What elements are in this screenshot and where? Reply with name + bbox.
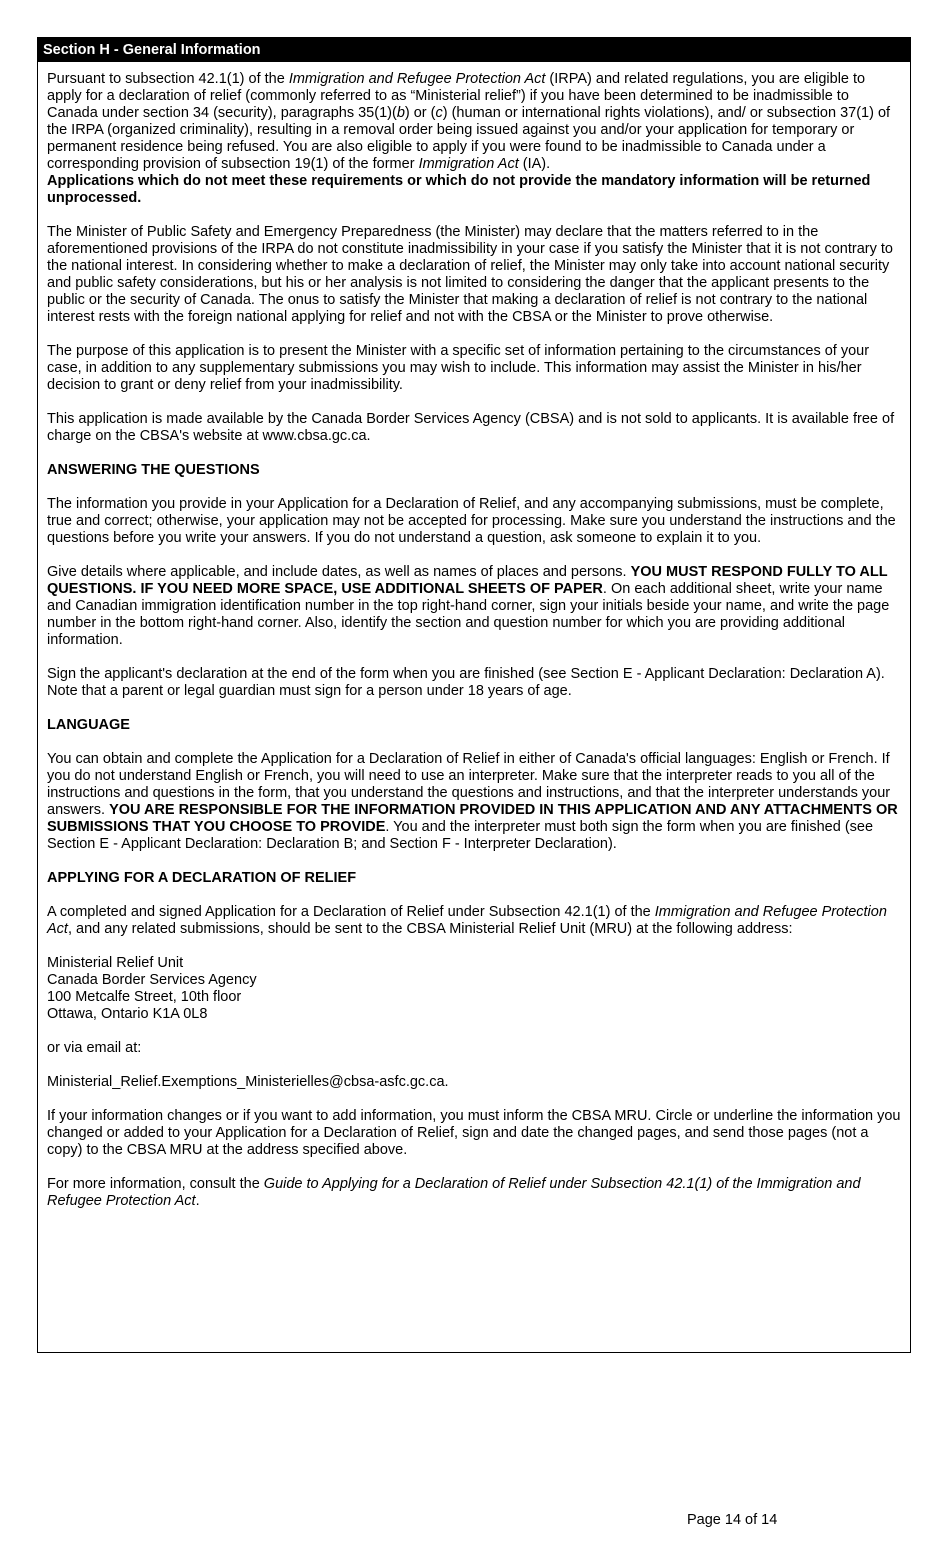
section-title: Section H - General Information xyxy=(38,38,910,62)
email-intro: or via email at: xyxy=(47,1040,142,1056)
address-line: 100 Metcalfe Street, 10th floor xyxy=(47,989,242,1005)
address-line: Ottawa, Ontario K1A 0L8 xyxy=(47,1006,208,1022)
language-heading: LANGUAGE xyxy=(47,717,130,733)
intro-paragraph-1: Pursuant to subsection 42.1(1) of the Immigration and Refugee Protection Act (IRPA) and related regulations, you are eligible to apply for a declaration of relief (commonly referred to as “Ministerial relief”) if you have been determined to be inadmissible to Canada under section 34 (security), paragraphs 35(1)(b) or (c) (human or international rights violations), and/ or subsection 37(1) of the IRPA (organized criminality), resulting in a removal order being issued against you and/or your application for temporary or permanent residence being refused. You are also eligible to apply if you were found to be inadmissible to Canada under a corresponding provision of subsection 19(1) of the former Immigration Act (IA). Applications which do not meet these requirements or which do not provide the mandatory information will be returned unprocessed. xyxy=(47,71,891,206)
answering-paragraph-1: The information you provide in your Application for a Declaration of Relief, and any accompanying submissions, must be complete, true and correct; otherwise, your application may not be accepted for processing. Make sure you understand the instructions and the questions before you write your answers. If you do not understand a question, ask someone to explain it to you. xyxy=(47,496,896,546)
contact-email: Ministerial_Relief.Exemptions_Ministerielles@cbsa-asfc.gc.ca. xyxy=(47,1074,449,1090)
answering-paragraph-2: Give details where applicable, and include dates, as well as names of places and persons. YOU MUST RESPOND FULLY TO ALL QUESTIONS. IF YOU NEED MORE SPACE, USE ADDITIONAL SHEETS OF PAPER. On each additional sheet, write your name and Canadian immigration identification number in the top right-hand corner, sign your initials beside your name, and write the page number in the bottom right-hand corner. Also, identify the section and question number for which you are providing additional information. xyxy=(47,564,890,648)
intro-paragraph-4: This application is made available by the Canada Border Services Agency (CBSA) and is not sold to applicants. It is available free of charge on the CBSA's website at www.cbsa.gc.ca. xyxy=(47,411,895,444)
more-info-paragraph: For more information, consult the Guide to Applying for a Declaration of Relief under Subsection 42.1(1) of the Immigration and Refugee Protection Act. xyxy=(47,1176,861,1209)
address-line: Ministerial Relief Unit xyxy=(47,955,184,971)
requirements-warning: Applications which do not meet these requirements or which do not provide the mandatory information will be returned unprocessed. xyxy=(47,173,871,206)
intro-paragraph-2: The Minister of Public Safety and Emergency Preparedness (the Minister) may declare that the matters referred to in the aforementioned provisions of the IRPA do not constitute inadmissibility in your case if you satisfy the Minister that it is not contrary to the national interest. In considering whether to make a declaration of relief, the Minister may only take into account national security and public safety considerations, but his or her analysis is not limited to considering the danger that the applicant presents to the public or the security of Canada. The onus to satisfy the Minister that making a declaration of relief is not contrary to the national interest rests with the foreign national applying for relief and not with the CBSA or the Minister to prove otherwise. xyxy=(47,224,893,325)
changes-paragraph: If your information changes or if you want to add information, you must inform the CBSA MRU. Circle or underline the information you changed or added to your Application for a Declaration of Relief, sign and date the changed pages, and send those pages (not a copy) to the CBSA MRU at the address specified above. xyxy=(47,1108,901,1158)
applying-paragraph: A completed and signed Application for a Declaration of Relief under Subsection 42.1(1) of the Immigration and Refugee Protection Act, and any related submissions, should be sent to the CBSA Ministerial Relief Unit (MRU) at the following address: xyxy=(47,904,887,937)
intro-paragraph-3: The purpose of this application is to present the Minister with a specific set of information pertaining to the circumstances of your case, in addition to any supplementary submissions you may wish to include. This information may assist the Minister in his/her decision to grant or deny relief from your inadmissibility. xyxy=(47,343,870,393)
applying-heading: APPLYING FOR A DECLARATION OF RELIEF xyxy=(47,870,357,886)
answering-heading: ANSWERING THE QUESTIONS xyxy=(47,462,260,478)
address-line: Canada Border Services Agency xyxy=(47,972,257,988)
section-h-frame xyxy=(37,37,911,1353)
mailing-address xyxy=(47,955,902,1023)
section-content xyxy=(38,62,910,1210)
language-paragraph: You can obtain and complete the Application for a Declaration of Relief in either of Canada's official languages: English or French. If you do not understand English or French, you will need to use an interpreter. Make sure that the interpreter reads to you all of the instructions and questions in the form, that you understand the questions and instructions, and that the interpreter understands your answers. YOU ARE RESPONSIBLE FOR THE INFORMATION PROVIDED IN THIS APPLICATION AND ANY ATTACHMENTS OR SUBMISSIONS THAT YOU CHOOSE TO PROVIDE. You and the interpreter must both sign the form when you are finished (see Section E - Applicant Declaration: Declaration B; and Section F - Interpreter Declaration). xyxy=(47,751,898,852)
answering-paragraph-3: Sign the applicant's declaration at the end of the form when you are finished (see Section E - Applicant Declaration: Declaration A). Note that a parent or legal guardian must sign for a person under 18 years of age. xyxy=(47,666,885,699)
page-number: Page 14 of 14 xyxy=(687,1512,778,1528)
